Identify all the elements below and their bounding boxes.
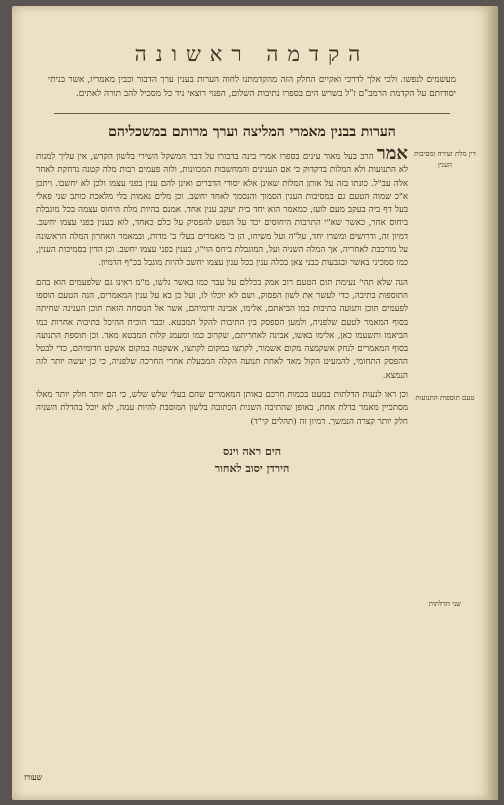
margin-note-1: דין מלת זעירה ומסיבות הענין [414, 150, 476, 169]
closing-verse [28, 443, 476, 477]
intro-text: מעשמים לנפשו. ולכי אלך לדרכי ואקיים החלק הזה מהקדמתנו לחוה הערות בענין ערך הדבור וכבין מאמריו, אשר בניתי יסודותם על הקדמת הרמב"ם ז"ל בשרש הים בספרו נתיבות השלום, הפנוי רוצאי ניד כל מסכיל להב תורה לאתים. [48, 75, 456, 99]
paragraphs [36, 143, 408, 429]
page-title: הקדמה ראשונה [134, 42, 370, 66]
paragraph-1-text: הרב בעל מאור עינים בספרו אמרי בינה בדבורו על דבר המשקל השירי בלשון הקדש, אין עליך למנות לא התנועות ולא המלות בדקדוק כי אם הענינים והמחשבות המכוונות, ולזה פעמים רבות מלה קטנה נדחקת לאחר אלה עב"ל. כונתו בזה על אותן המלות שאינן אלא יסודי הדברים ואינן להם ענין בפני עצמו ולכן לא יחשבו. ויתכן א"כ שמוה הטעם גם במסיבות הענין הסמוך והנסמך לאחד יחשב. וכן מלים נאמות בלי מלאכת כותב שני פאלי בעל דף ביה בעקב מעם לועז, כמאמר הוא יחד בית יעקב ענין אחד. אמנם בהיות מלת היחוס עצמה בכל מוגבלת ביחוס אחר, כאשר שא"י התרבות היחוסים יכד על הנפש להפסיק על כלם כאחד, לוא כענין בפני עצמו יחשב. דמיון זה, ודרושים ומשרו יחד, על"ה ועל משיחו, הן כ' מאמרים בעלי ב' מדות, ובמאמר האחרון המלה הראשונה על מורכבת לאחריה, אך המלה השניה ועל, המוגבלת ביחס הוי"ו, בענין בפני עצמו יחשב. וכן הדין בסמיכות הענין, כמו סמכיני באשר ובגבעות כבני צאן בכלה ענין בכל ענין עצמו יחשב להיות מוגבל בכ"ף הדמיון. [36, 152, 408, 269]
catchword: שעורו [24, 773, 43, 782]
book-page [12, 6, 492, 800]
margin-note-3: שני הדלתות [428, 600, 462, 608]
section-divider [54, 113, 450, 114]
paragraph-3: וכן ראו לנעות הדלתות במעט בכמות חרכם באותן המאמרים שהם בעלי שלש שלש, כי הם יותר חלק יותר מאלו מסתכיין מאמר בדלת אחת, באופן שהתיבה השנית הכתובה בלשון המוסבת להיות עמה, לוא יוכל בהדלת השניה חלק יותר קצרה הנמשך. דמיון זה (תהלים קי"ד) [36, 390, 408, 427]
page-content [28, 12, 476, 794]
closing-line-1: הים ראה וינס [222, 444, 282, 458]
paragraph-2: הנה שלא תהי' נעימת תום הטעם רוב אמק בכללם על עבר כמו באשר גלשו, מ"מ ראינו גם שלפעמים הוא בהם התוספות בתיבה, כדי לעשר את לשון הפסוק, ושם לא יוכלו לו, ועל כן בא על ענין המאמרים, הנה הטעם הוספו לפעמים תוכן ותנועה בתיבות כמו הביאתם, אלימו, אבינה ודומיהם, אשר אל הנוסחה הזאת תוכן הענינה שחיתה בסוף המאמר לטעם שלפניה, ולמען הספסק בין התיבות להקל המבטא. וכבר הוכיח ההיכל בתיבות אחרות כמו הביאמו ותשעמו כאן, אלימו באשו, אבינה לאחריתם, שקרוב כמו ומעמג קלות המבטא מאד. וכן תוספת התנועה בסוף המאמרים לנחק אשקמצה מקום אשמור, לקתצו במקום לקתצו, אשקטה במקום אשקט וזדומיהם, כדי לבטל ההפסק התחומי, להמעיט הקול מאד לאחת תנועה הקלה המבעלת אחרי החרכה שלפניה, כי כן יעשה יותר לזה הנמצא. [36, 277, 408, 381]
paragraph-1-lead-word: אמר [376, 143, 408, 164]
intro-paragraph [48, 73, 456, 101]
closing-line-2: הירדן יסוב לאחור [214, 461, 290, 475]
section-title: הערות בבנין מאמרי המליצה וערך מרותם במשכליהם [108, 124, 396, 140]
margin-note-2: טעם תוספות התנועות [415, 394, 475, 402]
page-edge [488, 6, 498, 800]
paragraph-1 [36, 143, 408, 271]
